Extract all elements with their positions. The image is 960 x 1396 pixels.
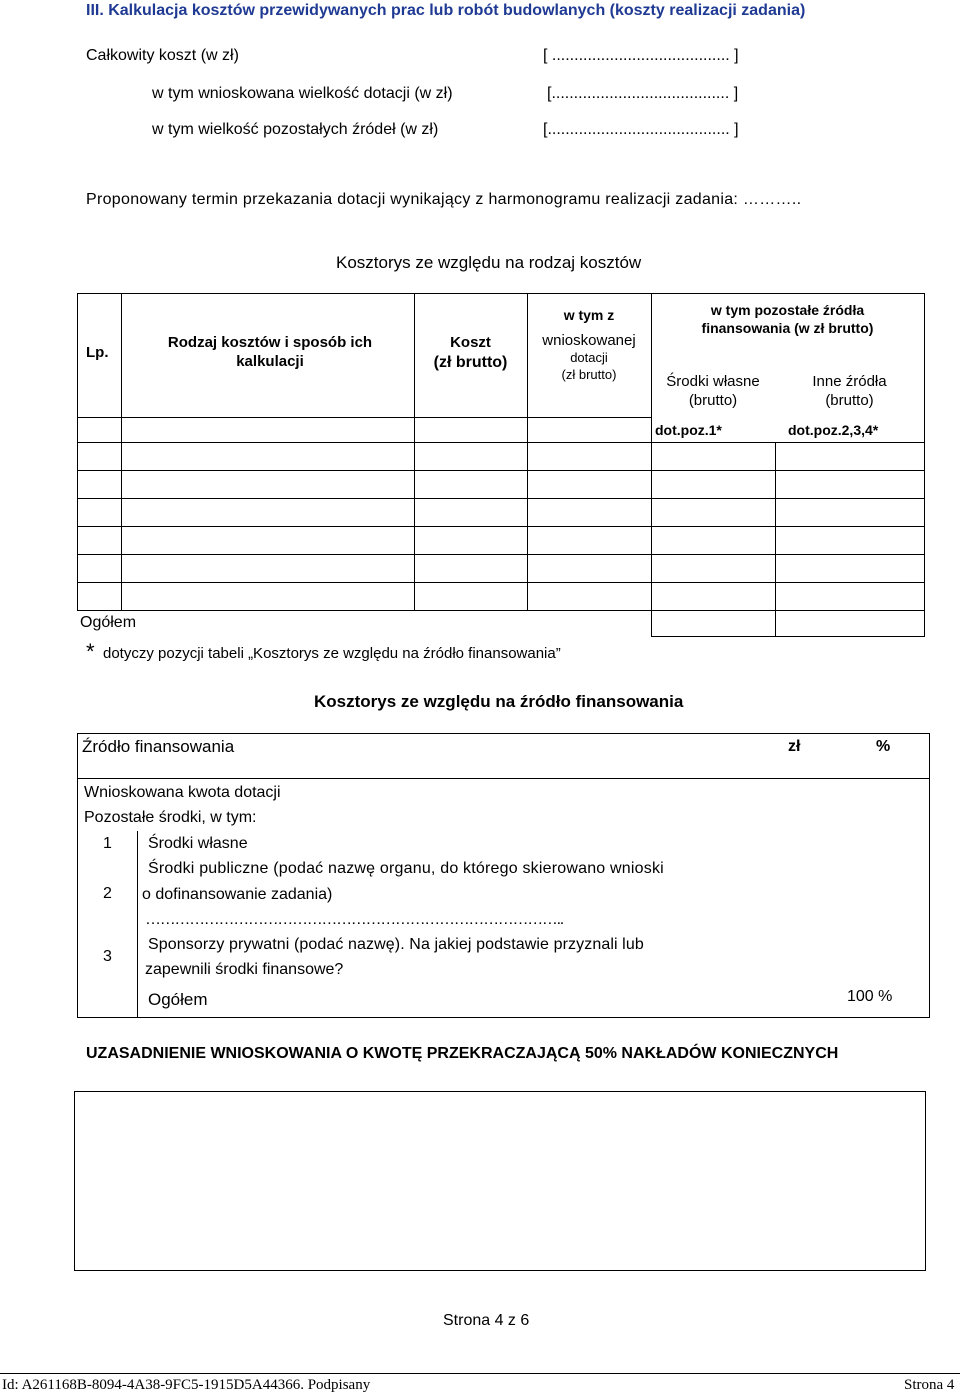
col-header-grant-line2: wnioskowanej <box>542 331 636 349</box>
footnote-star: * <box>86 639 95 664</box>
col-header-inne-line2: (brutto) <box>825 391 874 409</box>
cost-table-total-label: Ogółem <box>80 614 137 631</box>
row-2-text-line3: ………………………………………………………………………….. <box>145 911 563 928</box>
row-2-text-line1: Środki publiczne (podać nazwę organu, do którego skierowano wnioski <box>148 860 664 877</box>
other-sources-value: [......................................... ] <box>543 121 739 138</box>
row-1-number: 1 <box>103 835 112 852</box>
col-header-own-funds <box>651 373 775 411</box>
page-number: Strona 4 z 6 <box>443 1312 530 1329</box>
col-header-other-line1: w tym pozostałe źródła <box>710 302 865 318</box>
row-3-number: 3 <box>103 948 112 965</box>
transfer-date-label: Proponowany termin przekazania dotacji wynikający z harmonogramu realizacji zadania: ……….. <box>86 191 802 208</box>
col-header-grant-line4: (zł brutto) <box>561 366 617 382</box>
col-header-zl: zł <box>788 738 801 755</box>
total-cost-value: [ ........................................ ] <box>543 47 739 64</box>
row-remaining-funds: Pozostałe środki, w tym: <box>84 809 257 826</box>
row-2-text-line2: o dofinansowanie zadania) <box>142 886 333 903</box>
row-3-text-line1: Sponsorzy prywatni (podać nazwę). Na jakiej podstawie przyznali lub <box>148 936 644 953</box>
col-header-other-sources <box>651 302 924 337</box>
own-funds-ref: dot.poz.1* <box>655 422 722 438</box>
col-header-source: Źródło finansowania <box>82 737 235 756</box>
source-table-total-pct: 100 % <box>847 988 893 1005</box>
col-header-inne-line1: Inne źródła <box>812 373 887 390</box>
col-header-own-line1: Środki własne <box>666 373 760 390</box>
col-header-grant-line3: dotacji <box>570 350 608 366</box>
row-2-number: 2 <box>103 885 112 902</box>
col-header-grant <box>527 307 651 383</box>
col-header-cost-line2: (zł brutto) <box>433 353 508 371</box>
other-sources-label: w tym wielkość pozostałych źródeł (w zł) <box>152 121 439 138</box>
footnote: dotyczy pozycji tabeli „Kosztorys ze względu na źródło finansowania” <box>103 645 561 662</box>
section-title: III. Kalkulacja kosztów przewidywanych prac lub robót budowlanych (koszty realizacji zadania) <box>86 2 806 19</box>
document-id: Id: A261168B-8094-4A38-9FC5-1915D5A44366. Podpisany <box>2 1377 371 1393</box>
source-table-total-label: Ogółem <box>148 990 208 1009</box>
justification-box[interactable] <box>74 1091 926 1271</box>
col-header-own-line2: (brutto) <box>688 391 738 409</box>
page-short: Strona 4 <box>904 1377 955 1393</box>
col-header-other-funds <box>775 373 924 411</box>
col-header-pct: % <box>876 738 891 755</box>
row-3-text-line2: zapewnili środki finansowe? <box>145 961 344 978</box>
cost-table-title: Kosztorys ze względu na rodzaj kosztów <box>336 253 642 272</box>
total-cost-label: Całkowity koszt (w zł) <box>86 47 239 64</box>
justification-title: UZASADNIENIE WNIOSKOWANIA O KWOTĘ PRZEKRACZAJĄCĄ 50% NAKŁADÓW KONIECZNYCH <box>86 1045 839 1062</box>
col-header-cost-type: Rodzaj kosztów i sposób ich kalkulacji <box>167 334 373 370</box>
footer-rule <box>0 1373 960 1374</box>
col-header-cost-line1: Koszt <box>450 334 491 351</box>
row-1-text: Środki własne <box>148 835 248 852</box>
col-header-cost <box>414 334 527 373</box>
row-grant-amount: Wnioskowana kwota dotacji <box>84 784 281 801</box>
grant-value: [........................................ ] <box>547 85 739 102</box>
grant-label: w tym wnioskowana wielkość dotacji (w zł) <box>152 85 453 102</box>
other-funds-ref: dot.poz.2,3,4* <box>788 422 879 438</box>
col-header-other-line2: finansowania (w zł brutto) <box>701 319 874 336</box>
source-table-title: Kosztorys ze względu na źródło finansowania <box>314 692 684 711</box>
col-header-grant-line1: w tym z <box>563 307 615 323</box>
col-header-lp: Lp. <box>86 344 109 361</box>
